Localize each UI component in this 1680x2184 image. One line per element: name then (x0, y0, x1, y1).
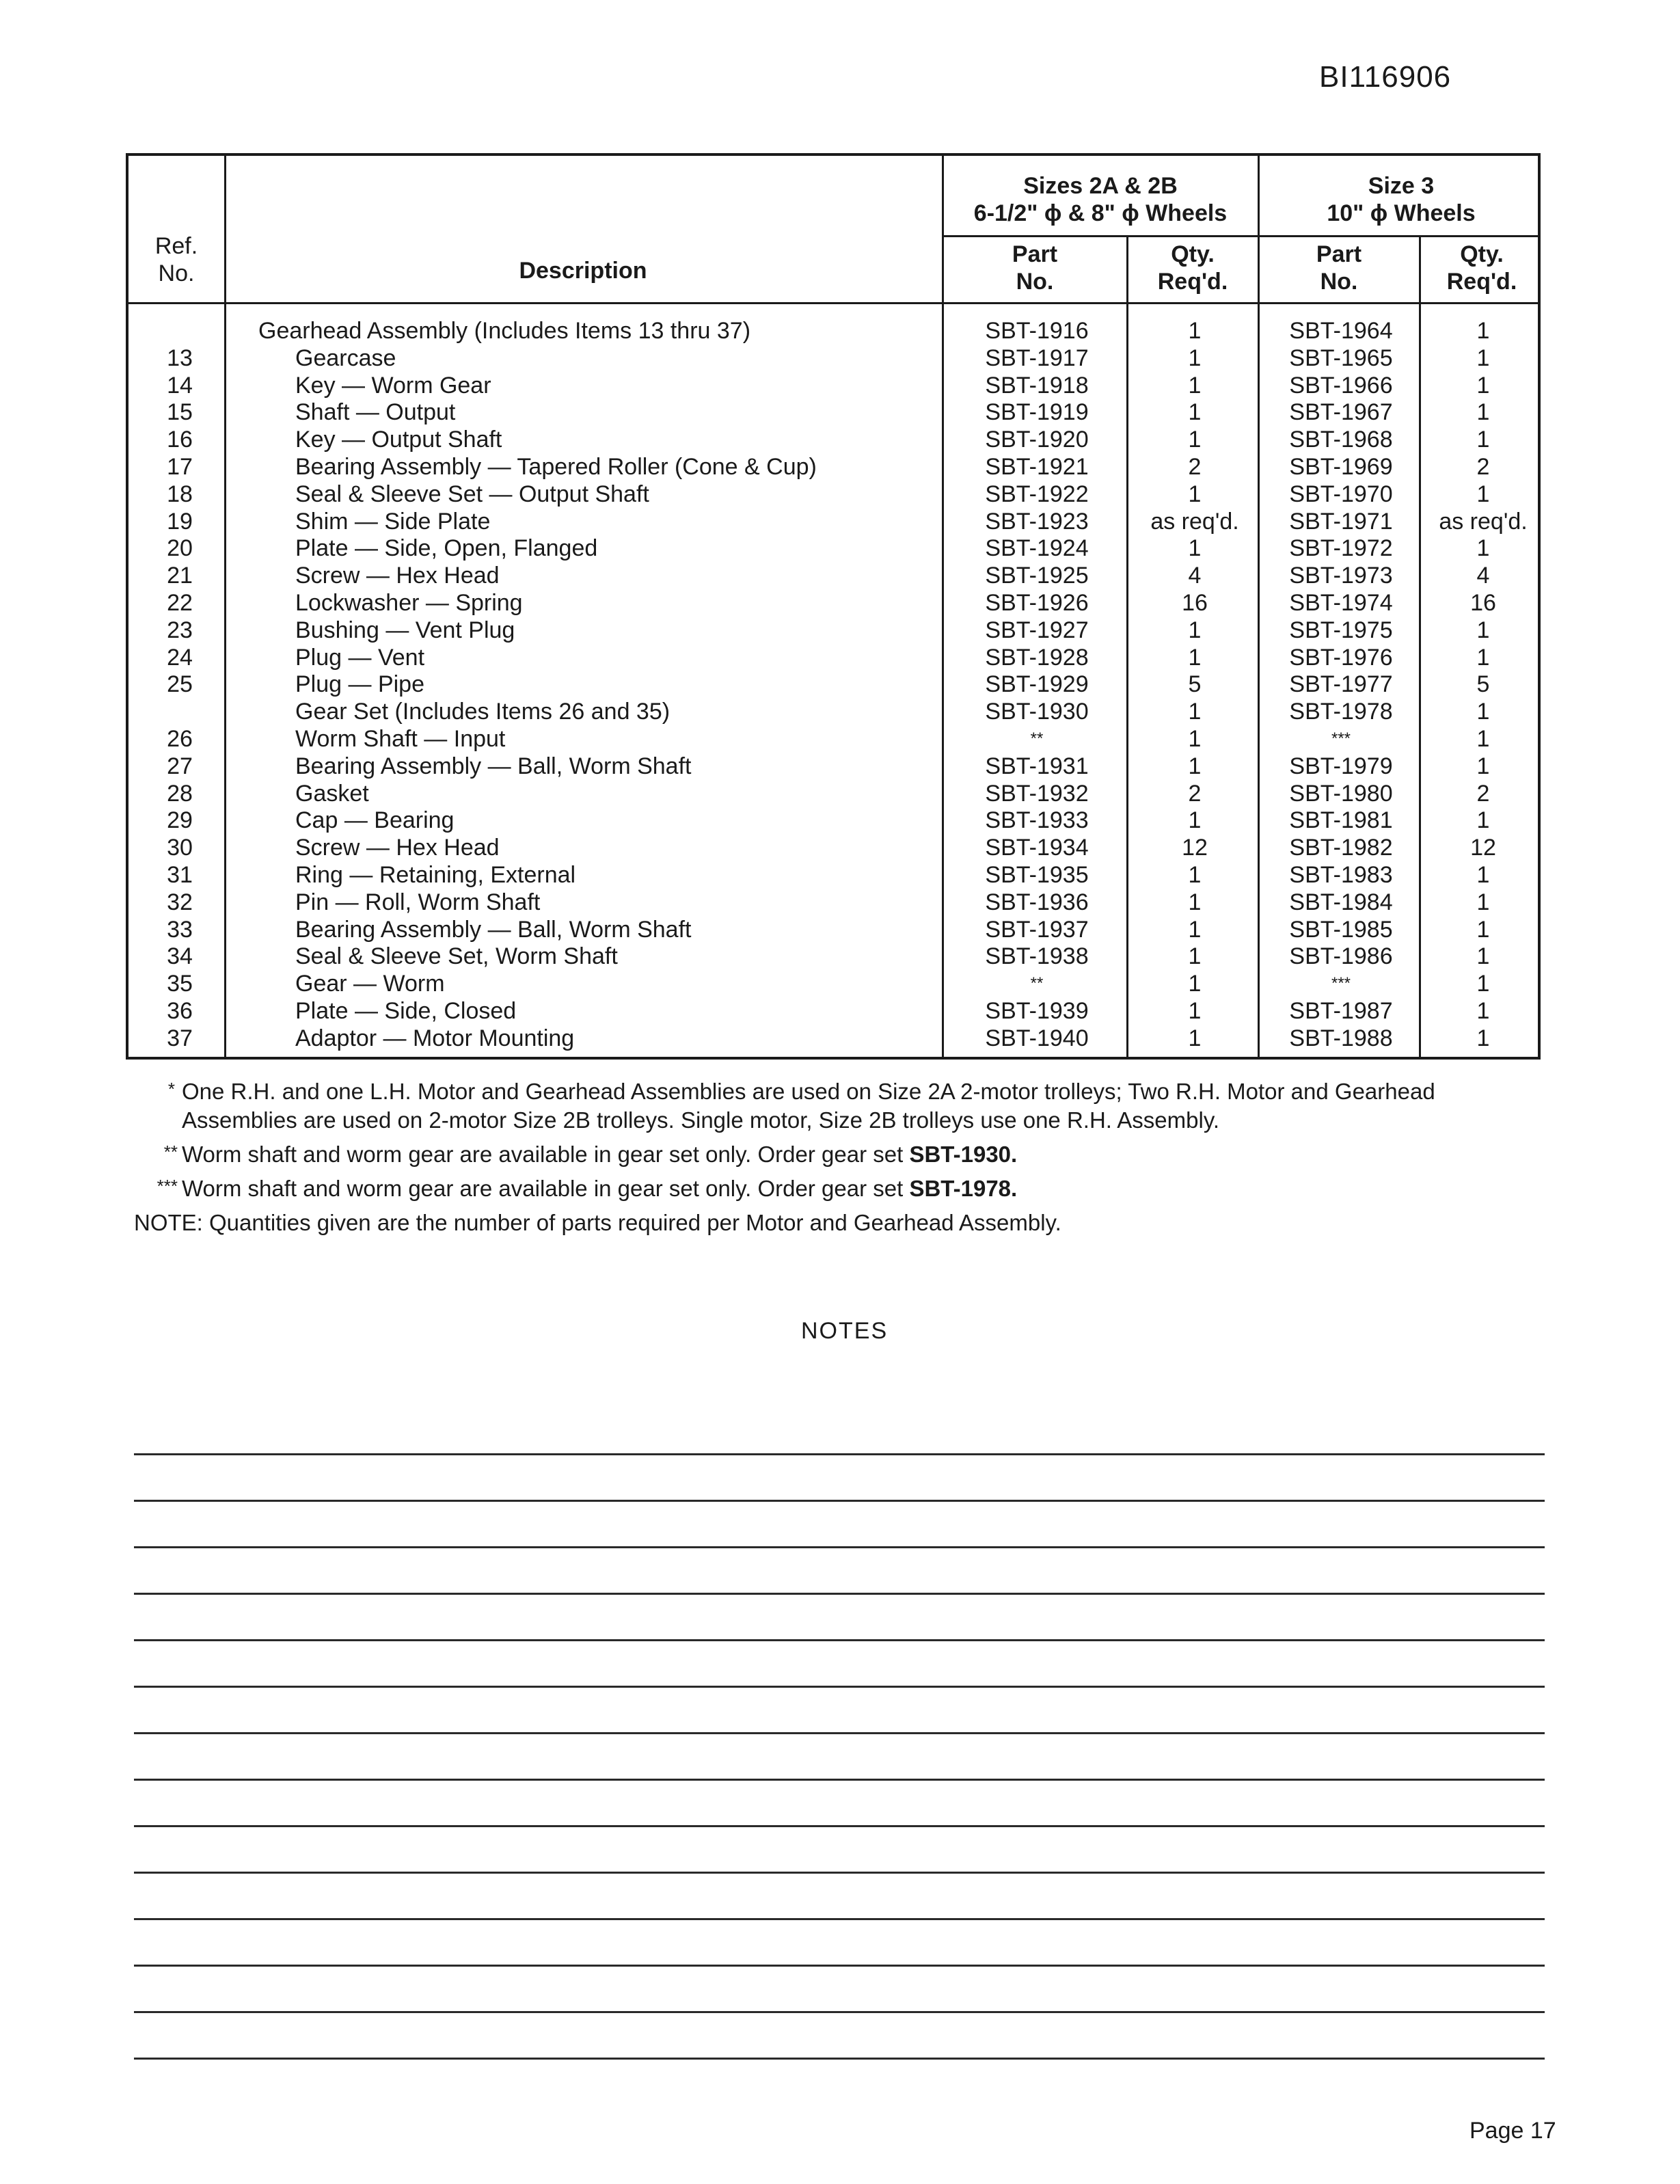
qty-size-3: 1 (1476, 1025, 1490, 1051)
header-part1-line1: Part (1012, 241, 1058, 267)
ref-no: 34 (167, 943, 193, 970)
header-qty2-line2: Req'd. (1446, 269, 1517, 295)
header-qty2-line1: Qty. (1460, 241, 1504, 267)
part-no-size-2: SBT-1934 (985, 835, 1089, 861)
qty-size-3: 2 (1476, 453, 1490, 480)
description: Bearing Assembly — Tapered Roller (Cone & Cup) (295, 453, 817, 480)
part-no-size-2: SBT-1929 (985, 671, 1089, 698)
table-row (128, 834, 1538, 861)
qty-size-2: 1 (1188, 644, 1202, 671)
header-part-no-1 (943, 241, 1126, 295)
notes-line (134, 1686, 1545, 1688)
footnote-double-asterisk (134, 1140, 1542, 1169)
qty-size-2: 2 (1188, 780, 1202, 807)
table-row (128, 698, 1538, 725)
table-row (128, 535, 1538, 562)
ref-no: 32 (167, 889, 193, 915)
qty-size-3: 1 (1476, 753, 1490, 779)
notes-line (134, 1732, 1545, 1734)
header-qty1-line1: Qty. (1171, 241, 1215, 267)
description: Screw — Hex Head (295, 563, 500, 589)
qty-size-2: 16 (1182, 589, 1208, 616)
header-bottom-divider (128, 302, 1538, 304)
qty-size-2: 1 (1188, 399, 1202, 426)
table-row (128, 426, 1538, 453)
qty-size-3: 16 (1470, 589, 1496, 616)
header-group1-line1: Sizes 2A & 2B (1023, 173, 1178, 199)
header-group2-line1: Size 3 (1368, 173, 1435, 199)
description: Key — Output Shaft (295, 427, 502, 453)
description: Shaft — Output (295, 399, 456, 426)
header-group1-line2: 6-1/2" ϕ & 8" ϕ Wheels (973, 200, 1228, 226)
ref-no: 33 (167, 916, 193, 943)
qty-size-2: as req'd. (1150, 508, 1239, 535)
footnote-single-asterisk (134, 1077, 1542, 1135)
header-group-size-3 (1259, 172, 1543, 227)
part-no-size-2: SBT-1916 (985, 318, 1089, 344)
header-ref-line2: No. (158, 260, 195, 286)
ref-no: 31 (167, 861, 193, 888)
table-row (128, 399, 1538, 426)
qty-size-3: 1 (1476, 617, 1490, 643)
table-row (128, 889, 1538, 916)
qty-size-3: 1 (1476, 997, 1490, 1024)
part-no-size-3: SBT-1983 (1289, 861, 1393, 888)
part-no-size-2: SBT-1930 (985, 699, 1089, 725)
part-no-size-3: *** (1331, 729, 1351, 748)
header-description: Description (519, 258, 647, 284)
notes-line (134, 2058, 1545, 2060)
part-no-size-3: SBT-1976 (1289, 644, 1393, 671)
qty-size-2: 1 (1188, 807, 1202, 834)
ref-no: 14 (167, 372, 193, 399)
document-id: BI116906 (1319, 60, 1452, 94)
part-no-size-3: SBT-1970 (1289, 481, 1393, 507)
ref-no: 24 (167, 644, 193, 671)
table-row (128, 589, 1538, 617)
header-part-no-2 (1259, 241, 1419, 295)
qty-size-2: 1 (1188, 889, 1202, 915)
part-no-size-3: SBT-1988 (1289, 1025, 1393, 1051)
table-row (128, 970, 1538, 997)
ref-no: 35 (167, 971, 193, 997)
description: Shim — Side Plate (295, 508, 491, 535)
header-group2-line2: 10" ϕ Wheels (1327, 200, 1476, 226)
qty-size-3: 4 (1476, 563, 1490, 589)
header-ref-line1: Ref. (154, 233, 198, 259)
table-row (128, 508, 1538, 535)
qty-size-2: 1 (1188, 971, 1202, 997)
part-no-size-3: SBT-1985 (1289, 916, 1393, 943)
part-no-size-2: SBT-1920 (985, 427, 1089, 453)
part-no-size-3: SBT-1979 (1289, 753, 1393, 779)
qty-size-3: 1 (1476, 427, 1490, 453)
qty-size-2: 1 (1188, 1025, 1202, 1051)
table-row (128, 317, 1538, 345)
part-no-size-2: SBT-1928 (985, 644, 1089, 671)
description: Bearing Assembly — Ball, Worm Shaft (295, 916, 692, 943)
part-no-size-2: SBT-1924 (985, 535, 1089, 562)
ref-no: 36 (167, 997, 193, 1024)
table-row (128, 780, 1538, 807)
ref-no: 15 (167, 399, 193, 426)
qty-size-3: 1 (1476, 481, 1490, 507)
notes-line (134, 1965, 1545, 1967)
description: Pin — Roll, Worm Shaft (295, 889, 541, 915)
qty-size-2: 1 (1188, 318, 1202, 344)
part-no-size-3: SBT-1972 (1289, 535, 1393, 562)
ref-no: 22 (167, 589, 193, 616)
header-part1-line2: No. (1016, 269, 1054, 295)
header-ref (128, 232, 224, 287)
qty-size-2: 1 (1188, 943, 1202, 970)
qty-size-2: 1 (1188, 372, 1202, 399)
qty-size-2: 1 (1188, 427, 1202, 453)
notes-line (134, 1918, 1545, 1920)
table-row (128, 372, 1538, 399)
table-row (128, 671, 1538, 698)
footnote-triple-asterisk (134, 1174, 1542, 1203)
part-no-size-2: SBT-1922 (985, 481, 1089, 507)
notes-line (134, 1453, 1545, 1455)
table-row (128, 617, 1538, 644)
qty-size-2: 1 (1188, 725, 1202, 752)
qty-size-2: 1 (1188, 699, 1202, 725)
qty-size-3: 1 (1476, 725, 1490, 752)
qty-size-2: 1 (1188, 997, 1202, 1024)
notes-line (134, 1872, 1545, 1874)
part-no-size-2: SBT-1939 (985, 997, 1089, 1024)
ref-no: 18 (167, 481, 193, 507)
part-no-size-3: SBT-1975 (1289, 617, 1393, 643)
part-no-size-2: SBT-1940 (985, 1025, 1089, 1051)
table-row (128, 753, 1538, 780)
ref-no: 26 (167, 725, 193, 752)
part-no-size-2: SBT-1919 (985, 399, 1089, 426)
ref-no: 37 (167, 1025, 193, 1051)
description: Plate — Side, Open, Flanged (295, 535, 598, 562)
part-no-size-3: SBT-1982 (1289, 835, 1393, 861)
footnote-mark: *** (157, 1176, 178, 1196)
description: Cap — Bearing (295, 807, 455, 834)
table-row (128, 997, 1538, 1025)
notes-line (134, 1779, 1545, 1781)
table-row (128, 644, 1538, 671)
footnotes (134, 1077, 1542, 1243)
qty-size-3: 1 (1476, 399, 1490, 426)
description: Ring — Retaining, External (295, 861, 576, 888)
description: Gear Set (Includes Items 26 and 35) (295, 699, 670, 725)
description: Adaptor — Motor Mounting (295, 1025, 575, 1051)
qty-size-2: 12 (1182, 835, 1208, 861)
notes-line (134, 1546, 1545, 1548)
qty-size-3: 1 (1476, 943, 1490, 970)
qty-size-2: 1 (1188, 861, 1202, 888)
description: Gear — Worm (295, 971, 445, 997)
qty-size-2: 1 (1188, 753, 1202, 779)
qty-size-2: 1 (1188, 916, 1202, 943)
part-no-size-2: SBT-1918 (985, 372, 1089, 399)
qty-size-3: 1 (1476, 318, 1490, 344)
quantity-note: NOTE: Quantities given are the number of parts required per Motor and Gearhead Assembly. (134, 1210, 1061, 1235)
table-row (128, 916, 1538, 943)
description: Seal & Sleeve Set, Worm Shaft (295, 943, 618, 970)
description: Plug — Pipe (295, 671, 424, 698)
part-no-size-2: SBT-1938 (985, 943, 1089, 970)
qty-size-3: 2 (1476, 780, 1490, 807)
description: Bearing Assembly — Ball, Worm Shaft (295, 753, 692, 779)
description: Plug — Vent (295, 644, 425, 671)
description: Gearhead Assembly (Includes Items 13 thru 37) (258, 318, 751, 344)
description: Worm Shaft — Input (295, 725, 506, 752)
qty-size-3: 12 (1470, 835, 1496, 861)
description: Lockwasher — Spring (295, 589, 523, 616)
part-no-size-3: SBT-1977 (1289, 671, 1393, 698)
table-row (128, 807, 1538, 834)
notes-line (134, 2011, 1545, 2013)
footnote-mark: * (167, 1079, 175, 1099)
header-part2-line2: No. (1320, 269, 1358, 295)
table-row (128, 562, 1538, 589)
qty-size-3: as req'd. (1439, 508, 1528, 535)
part-no-size-3: SBT-1969 (1289, 453, 1393, 480)
qty-size-3: 1 (1476, 644, 1490, 671)
part-no-size-2: SBT-1925 (985, 563, 1089, 589)
qty-size-2: 1 (1188, 481, 1202, 507)
qty-size-3: 1 (1476, 807, 1490, 834)
qty-size-3: 1 (1476, 916, 1490, 943)
ref-no: 29 (167, 807, 193, 834)
part-no-size-2: SBT-1931 (985, 753, 1089, 779)
qty-size-3: 1 (1476, 889, 1490, 915)
qty-size-3: 1 (1476, 861, 1490, 888)
footnote-part-number: SBT-1978. (909, 1176, 1018, 1201)
part-no-size-3: SBT-1974 (1289, 589, 1393, 616)
notes-title: NOTES (801, 1318, 889, 1344)
table-row (128, 1025, 1538, 1052)
part-no-size-3: SBT-1978 (1289, 699, 1393, 725)
table-row (128, 725, 1538, 753)
description: Gasket (295, 780, 369, 807)
part-no-size-2: ** (1030, 974, 1044, 993)
qty-size-2: 1 (1188, 345, 1202, 371)
part-no-size-2: SBT-1923 (985, 508, 1089, 535)
qty-size-2: 1 (1188, 617, 1202, 643)
ref-no: 20 (167, 535, 193, 562)
header-qty-2 (1420, 241, 1543, 295)
part-no-size-3: SBT-1981 (1289, 807, 1393, 834)
part-no-size-2: SBT-1926 (985, 589, 1089, 616)
description: Key — Worm Gear (295, 372, 491, 399)
part-no-size-2: SBT-1917 (985, 345, 1089, 371)
table-row (128, 943, 1538, 970)
parts-table (126, 153, 1541, 1060)
part-no-size-3: SBT-1965 (1289, 345, 1393, 371)
ref-no: 27 (167, 753, 193, 779)
ref-no: 30 (167, 835, 193, 861)
ref-no: 25 (167, 671, 193, 698)
notes-line (134, 1593, 1545, 1595)
description: Bushing — Vent Plug (295, 617, 515, 643)
table-row (128, 861, 1538, 889)
table-body (128, 317, 1538, 1052)
qty-size-3: 1 (1476, 971, 1490, 997)
header-group-divider (942, 235, 1538, 237)
qty-size-2: 4 (1188, 563, 1202, 589)
ref-no: 21 (167, 563, 193, 589)
part-no-size-2: SBT-1921 (985, 453, 1089, 480)
ref-no: 13 (167, 345, 193, 371)
ref-no: 17 (167, 453, 193, 480)
part-no-size-3: SBT-1967 (1289, 399, 1393, 426)
footnote-text: Worm shaft and worm gear are available in gear set only. Order gear set (182, 1176, 910, 1201)
page-number: Page 17 (1469, 2118, 1556, 2144)
part-no-size-3: SBT-1987 (1289, 997, 1393, 1024)
notes-line (134, 1500, 1545, 1502)
footnote-text: One R.H. and one L.H. Motor and Gearhead Assemblies are used on Size 2A 2-motor trolleys; Two R.H. Motor and Gearhead Assemblies are used on 2-motor Size 2B trolleys. Single motor, Size 2B trolleys use one R.H. Assembly. (182, 1079, 1435, 1133)
footnote-part-number: SBT-1930. (909, 1142, 1018, 1167)
footnote-text: Worm shaft and worm gear are available in gear set only. Order gear set (182, 1142, 910, 1167)
part-no-size-2: SBT-1933 (985, 807, 1089, 834)
description: Seal & Sleeve Set — Output Shaft (295, 481, 649, 507)
qty-size-3: 1 (1476, 699, 1490, 725)
part-no-size-2: SBT-1927 (985, 617, 1089, 643)
part-no-size-3: SBT-1984 (1289, 889, 1393, 915)
part-no-size-2: SBT-1935 (985, 861, 1089, 888)
part-no-size-2: SBT-1936 (985, 889, 1089, 915)
qty-size-3: 1 (1476, 535, 1490, 562)
part-no-size-2: ** (1030, 729, 1044, 748)
header-qty-1 (1128, 241, 1258, 295)
ref-no: 19 (167, 508, 193, 535)
qty-size-3: 1 (1476, 372, 1490, 399)
table-row (128, 345, 1538, 372)
part-no-size-3: SBT-1986 (1289, 943, 1393, 970)
ref-no: 28 (167, 780, 193, 807)
header-part2-line1: Part (1316, 241, 1362, 267)
part-no-size-3: SBT-1968 (1289, 427, 1393, 453)
part-no-size-3: *** (1331, 974, 1351, 993)
qty-size-2: 5 (1188, 671, 1202, 698)
footnote-mark: ** (163, 1142, 178, 1162)
notes-line (134, 1639, 1545, 1641)
description: Screw — Hex Head (295, 835, 500, 861)
ref-no: 23 (167, 617, 193, 643)
notes-line (134, 1825, 1545, 1827)
qty-size-3: 5 (1476, 671, 1490, 698)
table-row (128, 481, 1538, 508)
description: Plate — Side, Closed (295, 997, 517, 1024)
ref-no: 16 (167, 427, 193, 453)
part-no-size-3: SBT-1971 (1289, 508, 1393, 535)
part-no-size-3: SBT-1966 (1289, 372, 1393, 399)
qty-size-2: 2 (1188, 453, 1202, 480)
part-no-size-3: SBT-1964 (1289, 318, 1393, 344)
part-no-size-3: SBT-1973 (1289, 563, 1393, 589)
header-qty1-line2: Req'd. (1157, 269, 1228, 295)
qty-size-2: 1 (1188, 535, 1202, 562)
part-no-size-2: SBT-1937 (985, 916, 1089, 943)
table-row (128, 453, 1538, 481)
qty-size-3: 1 (1476, 345, 1490, 371)
part-no-size-2: SBT-1932 (985, 780, 1089, 807)
part-no-size-3: SBT-1980 (1289, 780, 1393, 807)
description: Gearcase (295, 345, 396, 371)
header-group-sizes-2a-2b (943, 172, 1258, 227)
